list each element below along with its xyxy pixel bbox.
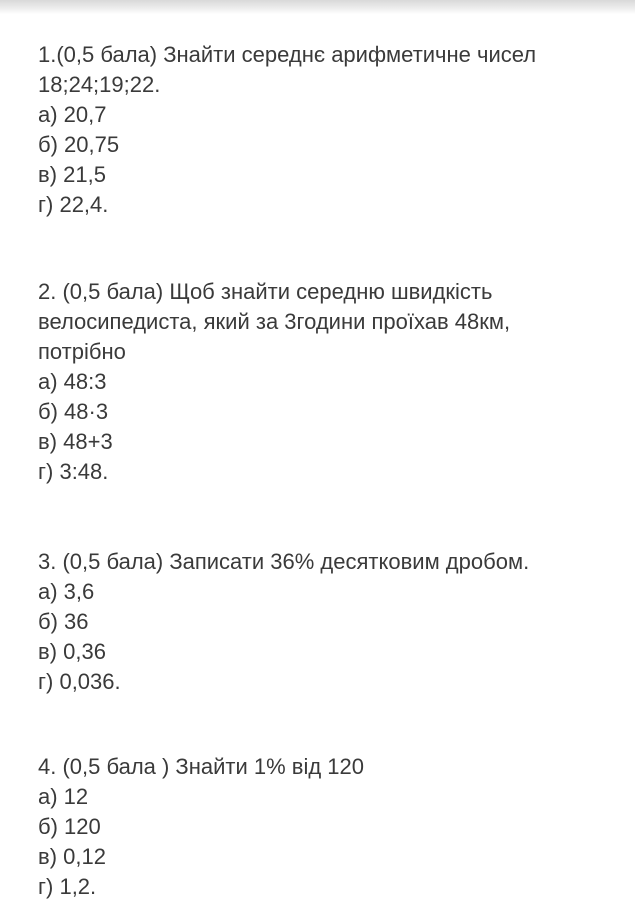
question-1-option-v: в) 21,5 bbox=[38, 162, 106, 187]
question-4-option-a: а) 12 bbox=[38, 784, 89, 809]
question-2 bbox=[38, 277, 635, 487]
question-3-option-v: в) 0,36 bbox=[38, 639, 106, 664]
question-3-option-b: б) 36 bbox=[38, 609, 89, 634]
question-2-stem-line-2: велосипедиста, який за 3години проїхав 48км, bbox=[38, 309, 511, 334]
question-1-stem-line-2: 18;24;19;22. bbox=[38, 72, 161, 97]
top-edge-shadow bbox=[0, 0, 635, 14]
question-2-stem-line-1: 2. (0,5 бала) Щоб знайти середню швидкість bbox=[38, 279, 493, 304]
question-4 bbox=[38, 752, 635, 902]
question-1 bbox=[38, 40, 635, 220]
question-4-stem-line-1: 4. (0,5 бала ) Знайти 1% від 120 bbox=[38, 754, 365, 779]
question-2-option-v: в) 48+3 bbox=[38, 429, 113, 454]
question-1-option-b: б) 20,75 bbox=[38, 132, 120, 157]
question-1-option-g: г) 22,4. bbox=[38, 192, 109, 217]
question-3-stem-line-1: 3. (0,5 бала) Записати 36% десятковим дробом. bbox=[38, 549, 530, 574]
question-1-option-a: а) 20,7 bbox=[38, 102, 107, 127]
question-3-option-g: г) 0,036. bbox=[38, 669, 121, 694]
question-4-option-g: г) 1,2. bbox=[38, 874, 97, 899]
question-2-option-a: а) 48:3 bbox=[38, 369, 107, 394]
question-2-option-g: г) 3:48. bbox=[38, 459, 109, 484]
question-4-option-v: в) 0,12 bbox=[38, 844, 106, 869]
question-3-option-a: а) 3,6 bbox=[38, 579, 95, 604]
question-3 bbox=[38, 547, 635, 697]
question-4-option-b: б) 120 bbox=[38, 814, 101, 839]
question-2-option-b: б) 48·3 bbox=[38, 399, 109, 424]
test-document bbox=[38, 40, 635, 902]
question-2-stem-line-3: потрібно bbox=[38, 339, 126, 364]
question-1-stem-line-1: 1.(0,5 бала) Знайти середнє арифметичне чисел bbox=[38, 42, 537, 67]
